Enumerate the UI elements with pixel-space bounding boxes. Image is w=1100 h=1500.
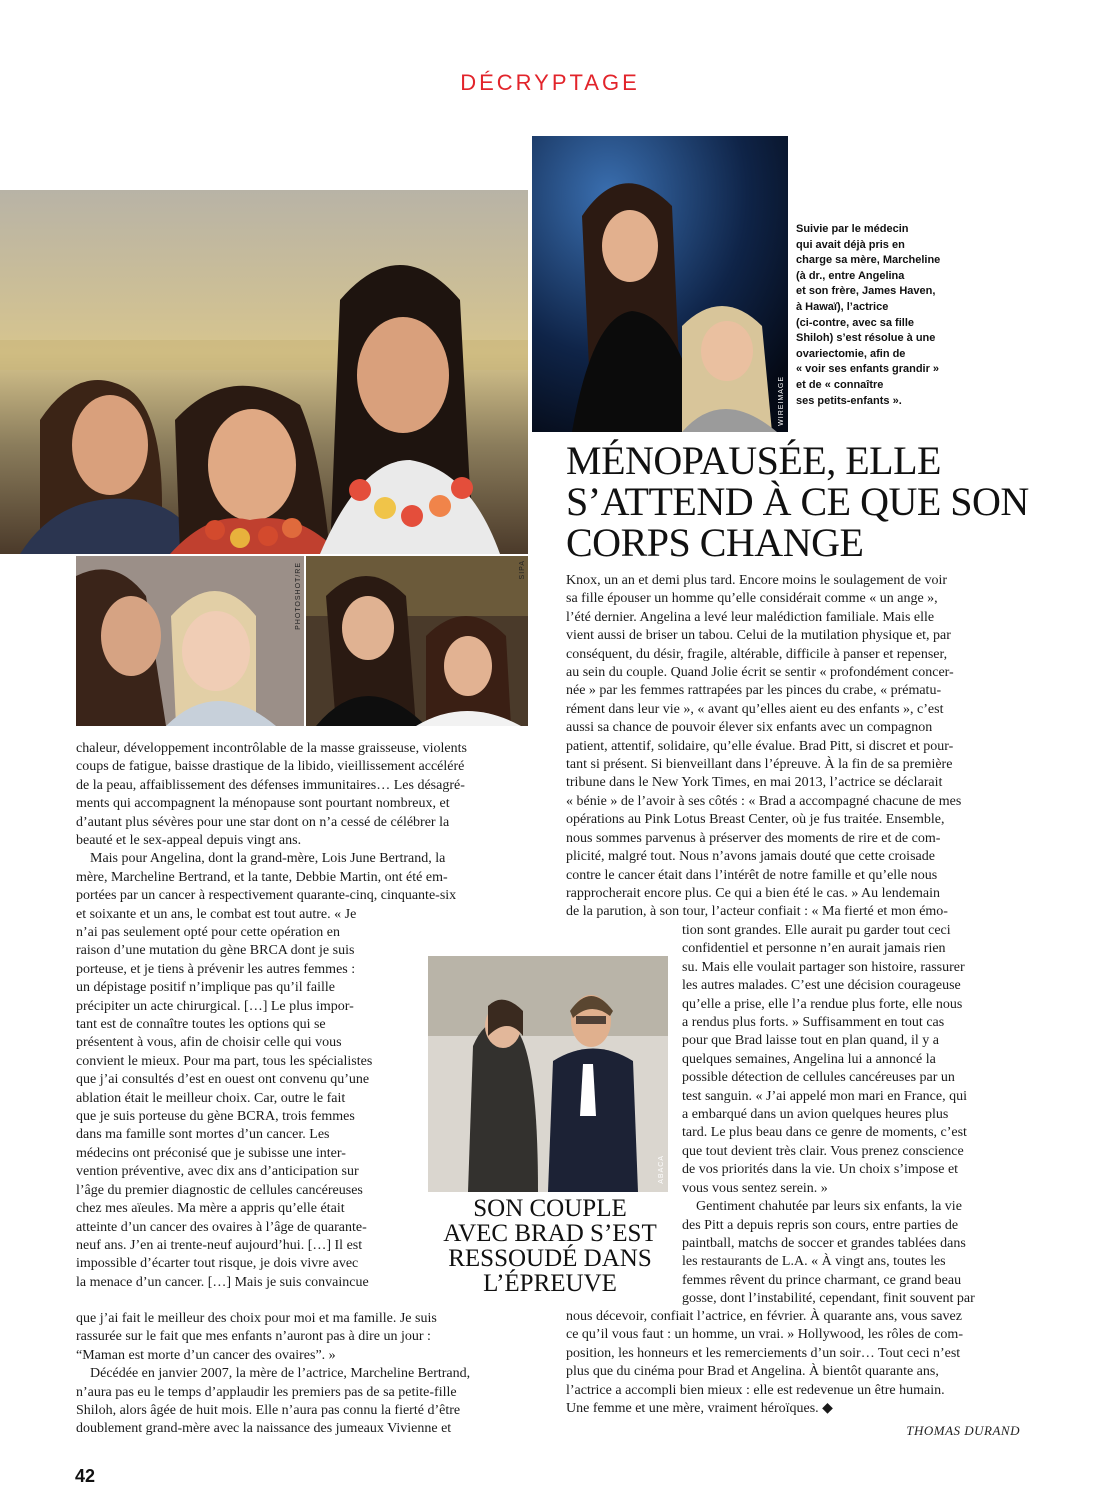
photo-credit: SIPA xyxy=(519,560,526,580)
page-number: 42 xyxy=(75,1466,96,1486)
photo-caption: Suivie par le médecin qui avait déjà pris en charge sa mère, Marcheline (à dr., entre Angelina et son frère, James Haven, à Hawaï), l’actrice (ci-contre, avec sa fille Shiloh) s’est résolue à une ovariectomie, afin de « voir ses enfants grandir » et de « connaître ses petits-enfants ». xyxy=(796,223,941,407)
couple-photo xyxy=(428,956,668,1192)
right-column-middle: tion sont grandes. Elle aurait pu garder tout ceci confidentiel et personne n’en aurait jamais rien su. Mais elle voulait partager son histoire, rassurer les autres malades. C’est une décision courageuse qu’elle a prise, elle l’a rendue plus forte, elle nous a rendus plus forts. » Suffisamment en tout cas pour que Brad laisse tout en plan quand, il y a quelques semaines, Angelina lui a annoncé la possible détection de cellules cancéreuses par un test sanguin. « J’ai appelé mon mari en France, qui a embarqué dans un avion quelques heures plus tard. Le plus beau dans ce genre de moments, c’est que tout devient très clair. Vous prenez conscience de vos priorités dans la vie. Un choix s’impose et vous vous sentez serein. » Gentiment chahutée par leurs six enfants, la vie des Pitt a depuis repris son cours, entre parties de paintball, matchs de soccer et grandes tablées dans les restaurants de L.A. « À vingt ans, toutes les femmes rêvent du prince charmant, ce grand beau gosse, dont l’instabilité, cependant, finit souvent par xyxy=(682,923,975,1307)
family-hawaii-photo xyxy=(0,190,528,554)
right-column-end: nous décevoir, confiait l’actrice, en février. À quarante ans, vous savez ce qu’il vous faut : un homme, un vrai. » Hollywood, les rôles de com- position, les honneurs et les remerciements d’un soir… Tout ceci n’est plus que du cinéma pour Brad et Angelina. À bientôt quarante ans, l’actrice a accompli bien mieux : elle est redevenue un être humain. Une femme et une mère, vraiment héroïques. ◆ xyxy=(566,1309,963,1417)
photo-credit: ABACA xyxy=(658,1155,665,1184)
photo-credit: WIREIMAGE xyxy=(778,376,785,426)
event-photo xyxy=(306,556,528,726)
left-column-end: que j’ai fait le meilleur des choix pour moi et ma famille. Je suis rassurée sur le fait que mes enfants n’auront pas à dire un jour : “Maman est morte d’un cancer des ovaires”. » Décédée en janvier 2007, la mère de l’actrice, Marcheline Bertrand, n’aura pas eu le temps d’applaudir les premiers pas de sa petite-fille Shiloh, alors âgée de huit mois. Elle n’aura pas connu la fierté d’être doublement grand-mère avec la naissance des jumeaux Vivienne et xyxy=(76,1311,471,1437)
headline: MÉNOPAUSÉE, ELLE S’ATTEND À CE QUE SON CORPS CHANGE xyxy=(566,438,1029,565)
author-signature: THOMAS DURAND xyxy=(906,1423,1020,1438)
right-column-intro: Knox, un an et demi plus tard. Encore moins le soulagement de voir sa fille épouser un homme qu’elle considérait comme « un ange », l’été dernier. Angelina a levé leur malédiction familiale. Mais elle vient aussi de briser un tabou. Celui de la mutilation physique et, par conséquent, du désir, fragile, altérable, difficile à panser et repenser, au sein du couple. Quand Jolie écrit se sentir « profondément concer- née » par les femmes rattrapées par les pinces du crabe, « prématu- rément dans leur vie », « avant qu’elles aient eu des enfants », c’est aussi sa chance de pouvoir élever six enfants avec un compagnon patient, attentif, solidaire, qu’elle évalue. Brad Pitt, si discret et pour- tant si présent. Si bienveillant dans l’épreuve. À la fin de sa première tribune dans le New York Times, en mai 2013, l’actrice se déclarait « bénie » de l’avoir à ses côtés : « Brad a accompagné chacune de mes opérations au Pink Lotus Breast Center, où je fus traitée. Ensemble, nous sommes parvenus à préserver des moments de rire et de com- plicité, malgré tout. Nous n’avons jamais douté que cette croisade contre le cancer était dans l’intérêt de notre famille et qu’elle nous rapprocherait encore plus. Ce qui a bien été le cas. » Au lendemain de la parution, à son tour, l’acteur confiait : « Ma fierté et mon émo- xyxy=(566,573,962,920)
left-column-intro: chaleur, développement incontrôlable de la masse graisseuse, violents coups de fatigue, baisse drastique de la libido, vieillissement accéléré de la peau, affaiblissement des défenses immunitaires… Les désagré- ments qui accompagnent la ménopause sont pourtant nombreux, et d’autant plus sévères pour une star dont on n’a cessé de célébrer la beauté et le sex-appeal depuis vingt ans. Mais pour Angelina, dont la grand-mère, Lois June Bertrand, la mère, Marcheline Bertrand, et la tante, Debbie Martin, ont été em- portées par un cancer à respectivement quarante-cinq, cinquante-six et soixante et un ans, le combat est tout autre. « Je xyxy=(76,741,467,922)
pull-quote: SON COUPLE AVEC BRAD S’EST RESSOUDÉ DANS L’ÉPREUVE xyxy=(443,1195,657,1297)
mother-child-photo xyxy=(76,556,304,726)
photo-credit: PHOTOSHOT/RE xyxy=(295,562,302,630)
section-label: DÉCRYPTAGE xyxy=(460,70,640,95)
left-column-quote: n’ai pas seulement opté pour cette opération en raison d’une mutation du gène BRCA dont je suis porteuse, et je tiens à prévenir les autres femmes : un dépistage positif n’implique pas qu’il faille précipiter un acte chirurgical. […] Le plus impor- tant est de connaître toutes les options qui se présentent à vous, afin de choisir celle qui vous convient le mieux. Pour ma part, tous les spécialistes que j’ai consultés d’est en ouest ont convenu qu’une ablation était le meilleur choix. Car, outre le fait que je suis porteuse du gène BCRA, trois femmes dans ma famille sont mortes d’un cancer. Les médecins ont préconisé que je subisse une inter- vention préventive, avec dix ans d’anticipation sur l’âge du premier diagnostic de cellules cancéreuses chez mes aïeules. Ma mère a appris qu’elle était atteinte d’un cancer des ovaires à l’âge de quarante- neuf ans. J’en ai trente-neuf aujourd’hui. […] Il est impossible d’écarter tout risque, je dois vivre avec la menace d’un cancer. […] Mais je suis convaincue xyxy=(76,925,373,1290)
kids-choice-photo xyxy=(532,136,788,432)
